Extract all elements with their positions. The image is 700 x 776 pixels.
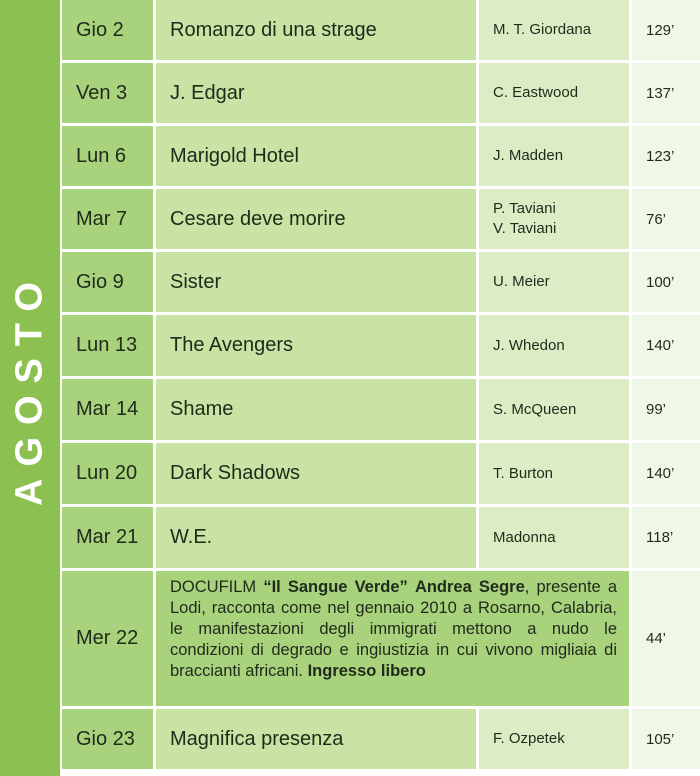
duration-cell: 140’ bbox=[632, 315, 700, 376]
director-cell: J. Madden bbox=[479, 126, 629, 186]
date-cell: Lun 20 bbox=[62, 443, 153, 504]
duration-cell: 99’ bbox=[632, 379, 700, 440]
duration-cell: 44’ bbox=[632, 571, 700, 706]
schedule-table bbox=[62, 0, 700, 772]
date-cell: Lun 6 bbox=[62, 126, 153, 186]
date-cell: Mar 7 bbox=[62, 189, 153, 249]
docufilm-entry: Ingresso libero bbox=[307, 662, 426, 680]
duration-cell: 76’ bbox=[632, 189, 700, 249]
duration-cell: 123’ bbox=[632, 126, 700, 186]
director-cell: T. Burton bbox=[479, 443, 629, 504]
title-cell: Marigold Hotel bbox=[156, 126, 476, 186]
director-cell bbox=[479, 189, 629, 249]
month-sidebar bbox=[0, 0, 60, 776]
director-cell: Madonna bbox=[479, 507, 629, 568]
table-row bbox=[62, 443, 700, 504]
table-row bbox=[62, 379, 700, 440]
date-cell: Lun 13 bbox=[62, 315, 153, 376]
title-cell: Shame bbox=[156, 379, 476, 440]
duration-cell: 140’ bbox=[632, 443, 700, 504]
duration-cell: 137’ bbox=[632, 63, 700, 123]
date-cell: Gio 2 bbox=[62, 0, 153, 60]
director-cell: S. McQueen bbox=[479, 379, 629, 440]
table-row bbox=[62, 315, 700, 376]
duration-cell: 105’ bbox=[632, 709, 700, 769]
date-cell: Mar 14 bbox=[62, 379, 153, 440]
table-row bbox=[62, 63, 700, 123]
docufilm-label: DOCUFILM bbox=[170, 578, 257, 596]
duration-cell: 118’ bbox=[632, 507, 700, 568]
month-label: AGOSTO bbox=[8, 270, 51, 506]
date-cell: Gio 9 bbox=[62, 252, 153, 312]
director-name: P. Taviani bbox=[493, 200, 556, 217]
docufilm-row bbox=[62, 571, 700, 706]
date-cell: Gio 23 bbox=[62, 709, 153, 769]
table-row bbox=[62, 189, 700, 249]
director-cell: M. T. Giordana bbox=[479, 0, 629, 60]
duration-cell: 100’ bbox=[632, 252, 700, 312]
docufilm-text: , presente a Lodi, racconta come nel gennaio 2010 a Rosarno, Calabria, le manifestazioni degli immigrati mettono a nudo le condizioni di degrado e ingiustizia in cui vivono migliaia di braccianti africani. bbox=[170, 578, 618, 680]
title-cell: W.E. bbox=[156, 507, 476, 568]
table-row bbox=[62, 126, 700, 186]
title-cell: Romanzo di una strage bbox=[156, 0, 476, 60]
table-row bbox=[62, 709, 700, 769]
title-cell: The Avengers bbox=[156, 315, 476, 376]
docufilm-author: Andrea Segre bbox=[414, 578, 525, 596]
table-row bbox=[62, 252, 700, 312]
duration-cell: 129’ bbox=[632, 0, 700, 60]
title-cell: Sister bbox=[156, 252, 476, 312]
date-cell: Mer 22 bbox=[62, 571, 153, 706]
director-cell: C. Eastwood bbox=[479, 63, 629, 123]
docufilm-title: “Il Sangue Verde” bbox=[263, 578, 408, 596]
title-cell: Magnifica presenza bbox=[156, 709, 476, 769]
director-name: V. Taviani bbox=[493, 220, 557, 237]
title-cell: J. Edgar bbox=[156, 63, 476, 123]
director-cell: U. Meier bbox=[479, 252, 629, 312]
director-cell: J. Whedon bbox=[479, 315, 629, 376]
title-cell: Dark Shadows bbox=[156, 443, 476, 504]
table-row bbox=[62, 507, 700, 568]
director-cell: F. Ozpetek bbox=[479, 709, 629, 769]
docufilm-description bbox=[156, 571, 629, 706]
title-cell: Cesare deve morire bbox=[156, 189, 476, 249]
date-cell: Ven 3 bbox=[62, 63, 153, 123]
table-row bbox=[62, 0, 700, 60]
date-cell: Mar 21 bbox=[62, 507, 153, 568]
